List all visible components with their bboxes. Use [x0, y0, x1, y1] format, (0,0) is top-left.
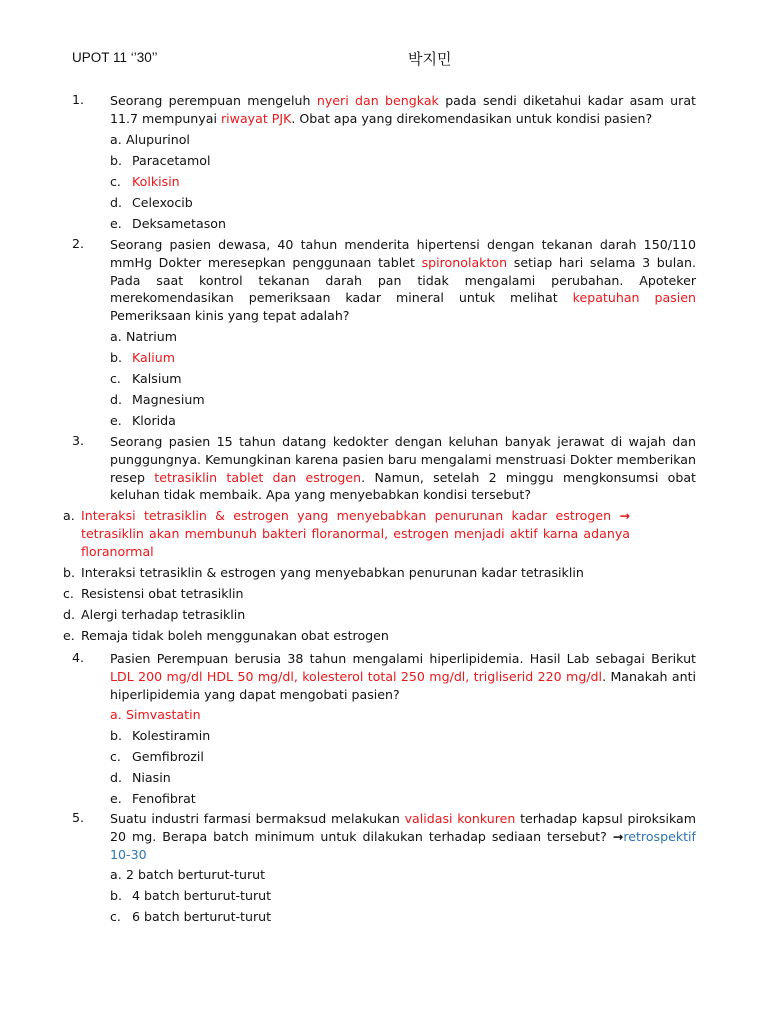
option-a: a. Natrium — [110, 328, 178, 344]
option-b: b. Paracetamol — [110, 152, 211, 168]
option-b: b. 4 batch berturut-turut — [110, 888, 272, 904]
question-2 — [72, 236, 696, 433]
question-3 — [63, 433, 696, 648]
arrow-right-icon: → — [619, 508, 630, 524]
question-4 — [72, 650, 696, 811]
option-b: b. Interaksi tetrasiklin & estrogen yang menyebabkan penurunan kadar tetrasiklin — [63, 564, 584, 580]
question-number: 3. — [72, 433, 85, 448]
option-e: e. Fenofibrat — [110, 791, 196, 807]
option-a: a. 2 batch berturut-turut — [110, 867, 266, 883]
question-text: Seorang perempuan mengeluh nyeri dan bengkak pada sendi diketahui kadar asam urat 11.7 mempunyai riwayat PJK. Obat apa yang direkomendasikan untuk kondisi pasien? — [110, 93, 696, 126]
option-e: e. Deksametason — [110, 215, 226, 231]
option-b: b. Kolestiramin — [110, 728, 211, 744]
option-list — [110, 706, 696, 808]
option-list — [63, 507, 696, 644]
question-text: Seorang pasien dewasa, 40 tahun menderita hipertensi dengan tekanan darah 150/110 mmHg Dokter meresepkan penggunaan tablet spironolakton setiap hari selama 3 bulan. Pada saat kontrol tekanan darah pan tidak mengalami perubahan. Apoteker merekomendasikan pemeriksaan kadar mineral untuk melihat kepatuhan pasien Pemeriksaan kinis yang tepat adalah? — [110, 237, 696, 324]
option-d: d. Magnesium — [110, 391, 205, 407]
option-list — [110, 131, 696, 233]
question-5 — [72, 810, 696, 929]
exam-title: UPOT 11 ‘’30’’ — [72, 50, 158, 65]
option-list — [110, 866, 696, 926]
question-number: 5. — [72, 810, 85, 825]
question-text: Seorang pasien 15 tahun datang kedokter dengan keluhan banyak jerawat di wajah dan punggungnya. Kemungkinan karena pasien baru mengalami menstruasi Dokter memberikan resep tetrasiklin tablet dan estrogen. Namun, setelah 2 minggu mengkonsumsi obat keluhan tidak membaik. Apa yang menyebabkan kondisi tersebut? — [110, 434, 696, 503]
option-a: a. Alupurinol — [110, 131, 190, 147]
page-header — [72, 50, 696, 70]
option-c: c. Gemfibrozil — [110, 749, 204, 765]
question-number: 2. — [72, 236, 85, 251]
option-b: b. Kalium — [110, 349, 176, 365]
option-e: e. Klorida — [110, 412, 176, 428]
option-a: a. Simvastatin — [110, 707, 201, 723]
question-text: Suatu industri farmasi bermaksud melakukan validasi konkuren terhadap kapsul piroksikam 20 mg. Berapa batch minimum untuk dilakukan terhadap sediaan tersebut? →retrospektif 10-30 — [110, 811, 696, 862]
option-d: d. Niasin — [110, 770, 171, 786]
question-number: 4. — [72, 650, 85, 665]
question-number: 1. — [72, 92, 85, 107]
option-c: c. Kolkisin — [110, 173, 180, 189]
option-d: d. Alergi terhadap tetrasiklin — [63, 606, 246, 622]
option-c: c. Resistensi obat tetrasiklin — [63, 585, 244, 601]
arrow-right-icon: → — [612, 828, 624, 844]
option-a: a. Interaksi tetrasiklin & estrogen yang menyebabkan penurunan kadar estrogen → tetrasiklin akan membunuh bakteri floranormal, estrogen menjadi aktif karna adanya floranormal — [63, 508, 630, 559]
option-list — [110, 328, 696, 430]
question-text: Pasien Perempuan berusia 38 tahun mengalami hiperlipidemia. Hasil Lab sebagai Berikut LDL 200 mg/dl HDL 50 mg/dl, kolesterol total 250 mg/dl, trigliserid 220 mg/dl. Manakah anti hiperlipidemia yang dapat mengobati pasien? — [110, 651, 696, 702]
option-c: c. Kalsium — [110, 370, 182, 386]
option-d: d. Celexocib — [110, 194, 193, 210]
option-c: c. 6 batch berturut-turut — [110, 909, 272, 925]
student-name: 박지민 — [408, 50, 452, 68]
question-1 — [72, 92, 696, 236]
option-e: e. Remaja tidak boleh menggunakan obat estrogen — [63, 627, 389, 643]
